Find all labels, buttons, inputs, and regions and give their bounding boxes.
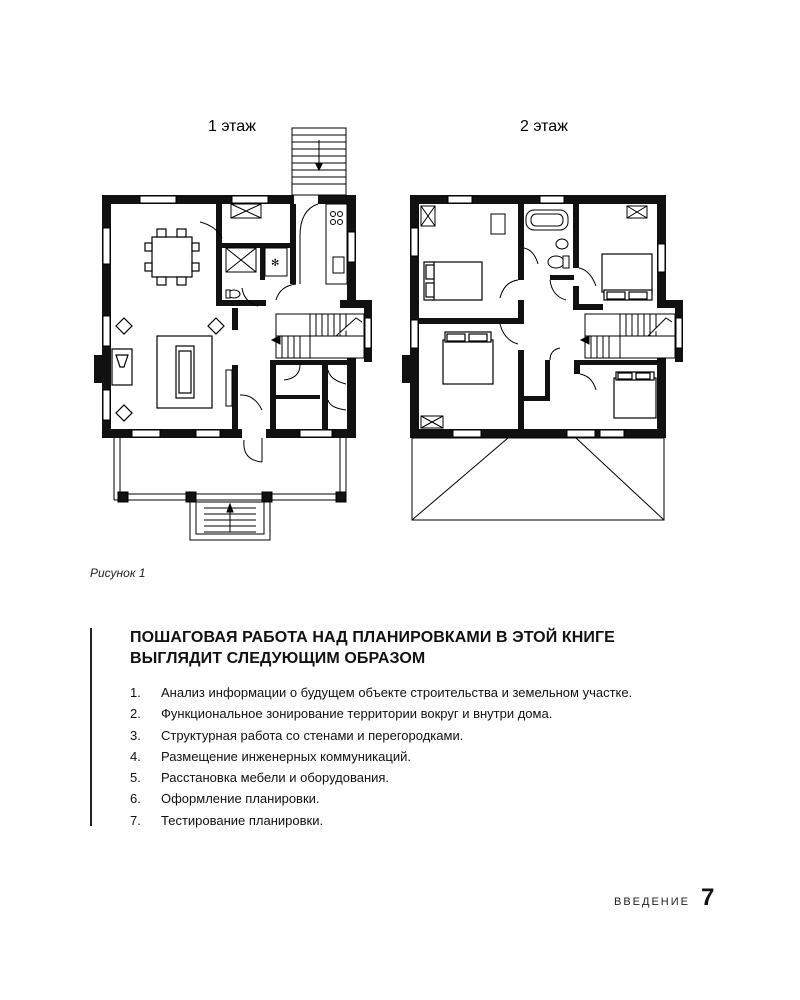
step-number: 4. (130, 748, 141, 764)
floor-1-terrace (114, 438, 346, 540)
floor-2-roof (412, 438, 664, 520)
step-number: 2. (130, 706, 141, 722)
list-item (130, 725, 710, 746)
floor-2-stair (581, 314, 675, 358)
living-room-furniture (112, 318, 224, 421)
section-title: ПОШАГОВАЯ РАБОТА НАД ПЛАНИРОВКАМИ В ЭТОЙ КНИГЕ ВЫГЛЯДИТ СЛЕДУЮЩИМ ОБРАЗОМ (130, 629, 615, 667)
list-item (130, 788, 710, 809)
step-number: 5. (130, 770, 141, 786)
dining-table (145, 229, 199, 285)
svg-text:✻: ✻ (271, 258, 280, 269)
list-item (130, 703, 710, 724)
step-number: 6. (130, 791, 141, 807)
list-item (130, 746, 710, 767)
step-text: Функциональное зонирование территории вокруг и внутри дома. (161, 706, 553, 722)
step-text: Размещение инженерных коммуникаций. (161, 748, 411, 764)
step-text: Анализ информации о будущем объекте строительства и земельном участке. (161, 685, 633, 700)
step-number: 7. (130, 812, 141, 828)
steps-section (90, 628, 712, 826)
floor-1-bathroom (226, 204, 287, 298)
steps-list (130, 682, 710, 831)
list-item (130, 810, 710, 831)
chapter-label: ВВЕДЕНИЕ (614, 896, 690, 908)
step-number: 3. (130, 727, 141, 743)
list-item (130, 682, 710, 703)
step-number: 1. (130, 685, 141, 700)
floor-2-label: 2 этаж (520, 118, 568, 135)
step-text: Оформление планировки. (161, 791, 320, 807)
step-text: Тестирование планировки. (161, 812, 324, 828)
page-number: 7 (701, 884, 715, 911)
step-text: Структурная работа со стенами и перегородками. (161, 727, 464, 743)
list-item (130, 767, 710, 788)
floor-2-plan (402, 195, 683, 520)
figure-caption: Рисунок 1 (90, 566, 146, 580)
floor-1-label: 1 этаж (208, 118, 256, 135)
step-text: Расстановка мебели и оборудования. (161, 770, 390, 786)
kitchen-counter (300, 204, 347, 284)
floor-1-plan (94, 128, 372, 540)
